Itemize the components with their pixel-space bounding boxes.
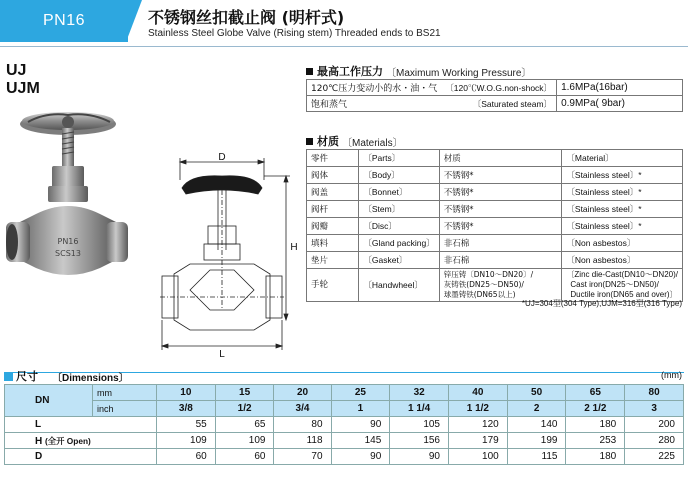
part-en: 〔Gland packing〕: [359, 235, 439, 252]
dim-value: 145: [331, 433, 390, 449]
dim-value: 55: [157, 417, 216, 433]
dim-value: 180: [566, 417, 625, 433]
col-part-en: 〔Parts〕: [359, 150, 439, 167]
dim-value: 140: [507, 417, 566, 433]
series-tab-label: PN16: [42, 12, 86, 29]
dim-value: 65: [215, 417, 274, 433]
material-zh: 不锈钢*: [439, 218, 562, 235]
pressure-table: [306, 79, 683, 112]
dim-value: 109: [215, 433, 274, 449]
pressure-condition: 〔120℃W.O.G.non-shock〕: [441, 80, 556, 96]
material-zh: 不锈钢*: [439, 184, 562, 201]
materials-row: [307, 201, 683, 218]
dn-inch: 3/8: [157, 401, 216, 417]
dim-label-h: [5, 433, 157, 449]
materials-row: [307, 184, 683, 201]
dim-value: 90: [331, 417, 390, 433]
square-bullet-icon: [4, 372, 13, 381]
materials-title-en: 〔Materials〕: [342, 137, 403, 149]
dn-mm: 50: [507, 385, 566, 401]
materials-row-handwheel: [307, 269, 683, 302]
drawing-label-l: L: [219, 349, 225, 360]
dim-value: 90: [390, 449, 449, 465]
dim-value: 118: [274, 433, 331, 449]
handwheel-mat-en-1: 〔Zinc die-Cast(DN10～DN20)/: [566, 270, 678, 279]
handwheel-mat-en-2: Cast iron(DN25～DN50)/: [570, 280, 659, 289]
series-tab-wedge: [126, 0, 142, 42]
part-en: 〔Handwheel〕: [359, 269, 439, 302]
inch-label: inch: [93, 401, 157, 417]
drawing-label-d: D: [218, 152, 226, 163]
dim-row-l: [5, 417, 684, 433]
svg-text:SCS13: SCS13: [55, 249, 81, 258]
col-material-en: 〔Material〕: [562, 150, 683, 167]
dn-inch: 1 1/4: [390, 401, 449, 417]
part-zh: 阀杆: [307, 201, 359, 218]
dim-label-note: (全开 Open): [45, 435, 91, 446]
dim-value: 225: [625, 449, 684, 465]
dimensions-unit: (mm): [661, 370, 682, 380]
materials-title-zh: 材质: [317, 135, 339, 148]
dim-label: H: [35, 435, 43, 447]
svg-text:PN16: PN16: [57, 237, 79, 246]
material-en: 〔Non asbestos〕: [562, 235, 683, 252]
dim-value: 80: [274, 417, 331, 433]
dim-value: 280: [625, 433, 684, 449]
dim-value: 90: [331, 449, 390, 465]
pressure-title-zh: 最高工作压力: [317, 65, 383, 78]
dn-mm: 15: [215, 385, 274, 401]
handwheel-mat-zh-1: 锌压铸〔DN10～DN20〕/: [443, 270, 534, 279]
dn-mm: 20: [274, 385, 331, 401]
dn-inch: 2: [507, 401, 566, 417]
pressure-row: [307, 80, 683, 96]
part-zh: 填料: [307, 235, 359, 252]
part-en: 〔Bonnet〕: [359, 184, 439, 201]
dim-value: 60: [157, 449, 216, 465]
handwheel-mat-zh-3: 球墨铸铁(DN65以上): [443, 290, 516, 299]
part-zh: 阀瓣: [307, 218, 359, 235]
dn-mm-row: [5, 385, 684, 401]
materials-row: [307, 252, 683, 269]
dn-inch-row: [5, 401, 684, 417]
pressure-value: 1.6MPa(16bar): [557, 80, 683, 96]
part-en: 〔Disc〕: [359, 218, 439, 235]
header-divider: [0, 46, 688, 47]
dn-mm: 80: [625, 385, 684, 401]
dn-inch: 3/4: [274, 401, 331, 417]
dimensions-heading: [4, 368, 129, 384]
material-en: [562, 269, 683, 302]
materials-footnote: *UJ=304型(304 Type),UJM=316型(316 Type): [521, 299, 682, 308]
dimension-drawing: [160, 150, 300, 360]
materials-row: [307, 235, 683, 252]
part-zh: 手轮: [307, 269, 359, 302]
handwheel-mat-zh-2: 灰铸铁(DN25～DN50)/: [443, 280, 524, 289]
dn-mm: 10: [157, 385, 216, 401]
dn-inch: 1: [331, 401, 390, 417]
col-material-zh: 材质: [439, 150, 562, 167]
material-en: 〔Stainless steel〕*: [562, 167, 683, 184]
part-en: 〔Body〕: [359, 167, 439, 184]
model-codes: [6, 62, 40, 98]
pressure-title-en: 〔Maximum Working Pressure〕: [386, 67, 532, 79]
part-zh: 阀体: [307, 167, 359, 184]
dim-value: 253: [566, 433, 625, 449]
part-en: 〔Stem〕: [359, 201, 439, 218]
part-zh: 垫片: [307, 252, 359, 269]
mm-label: mm: [93, 385, 157, 401]
part-zh: 阀盖: [307, 184, 359, 201]
material-en: 〔Stainless steel〕*: [562, 201, 683, 218]
dim-label: L: [5, 417, 157, 433]
valve-photo: [6, 110, 146, 342]
col-part-zh: 零件: [307, 150, 359, 167]
model-code-uj: UJ: [6, 62, 27, 79]
dn-mm: 65: [566, 385, 625, 401]
pressure-desc: 120℃压力变动小的水・油・气: [307, 80, 442, 96]
dim-value: 179: [449, 433, 508, 449]
dim-value: 105: [390, 417, 449, 433]
dim-value: 199: [507, 433, 566, 449]
dim-value: 60: [215, 449, 274, 465]
materials-heading: [306, 133, 403, 149]
part-en: 〔Gasket〕: [359, 252, 439, 269]
pressure-row: [307, 96, 683, 112]
page-subtitle: Stainless Steel Globe Valve (Rising stem) Threaded ends to BS21: [148, 28, 441, 39]
pressure-heading: [306, 63, 531, 79]
material-en: 〔Stainless steel〕*: [562, 218, 683, 235]
handwheel-mat-en-3: Ductile iron(DN65 and over)〕: [570, 290, 678, 299]
dimensions-title-en: 〔Dimensions〕: [52, 372, 129, 384]
square-bullet-icon: [306, 68, 313, 75]
dimensions-table: [4, 384, 684, 465]
materials-header-row: [307, 150, 683, 167]
dim-value: 109: [157, 433, 216, 449]
dim-value: 120: [449, 417, 508, 433]
dn-inch: 2 1/2: [566, 401, 625, 417]
dim-value: 156: [390, 433, 449, 449]
dim-row-h: [5, 433, 684, 449]
dn-inch: 1 1/2: [449, 401, 508, 417]
material-zh: 非石棉: [439, 252, 562, 269]
series-tab: [0, 0, 128, 42]
drawing-label-h: H: [290, 242, 298, 253]
dim-label: D: [5, 449, 157, 465]
material-zh: 非石棉: [439, 235, 562, 252]
dim-value: 115: [507, 449, 566, 465]
dim-value: 70: [274, 449, 331, 465]
model-code-ujm: UJM: [6, 80, 40, 97]
square-bullet-icon: [306, 138, 313, 145]
materials-row: [307, 167, 683, 184]
material-zh: [439, 269, 562, 302]
dim-row-d: [5, 449, 684, 465]
dn-mm: 25: [331, 385, 390, 401]
dn-inch: 1/2: [215, 401, 274, 417]
materials-row: [307, 218, 683, 235]
page-title: 不锈钢丝扣截止阀 (明杆式): [148, 8, 345, 27]
dn-mm: 40: [449, 385, 508, 401]
material-en: 〔Non asbestos〕: [562, 252, 683, 269]
dim-value: 200: [625, 417, 684, 433]
dn-label: DN: [5, 385, 93, 417]
materials-table: [306, 149, 683, 302]
dimensions-title-zh: 尺寸: [16, 370, 38, 383]
dim-value: 100: [449, 449, 508, 465]
dn-inch: 3: [625, 401, 684, 417]
dim-value: 180: [566, 449, 625, 465]
material-zh: 不锈钢*: [439, 167, 562, 184]
dn-mm: 32: [390, 385, 449, 401]
pressure-desc: 饱和蒸气: [307, 96, 442, 112]
material-en: 〔Stainless steel〕*: [562, 184, 683, 201]
pressure-value: 0.9MPa( 9bar): [557, 96, 683, 112]
pressure-condition: 〔Saturated steam〕: [441, 96, 556, 112]
material-zh: 不锈钢*: [439, 201, 562, 218]
